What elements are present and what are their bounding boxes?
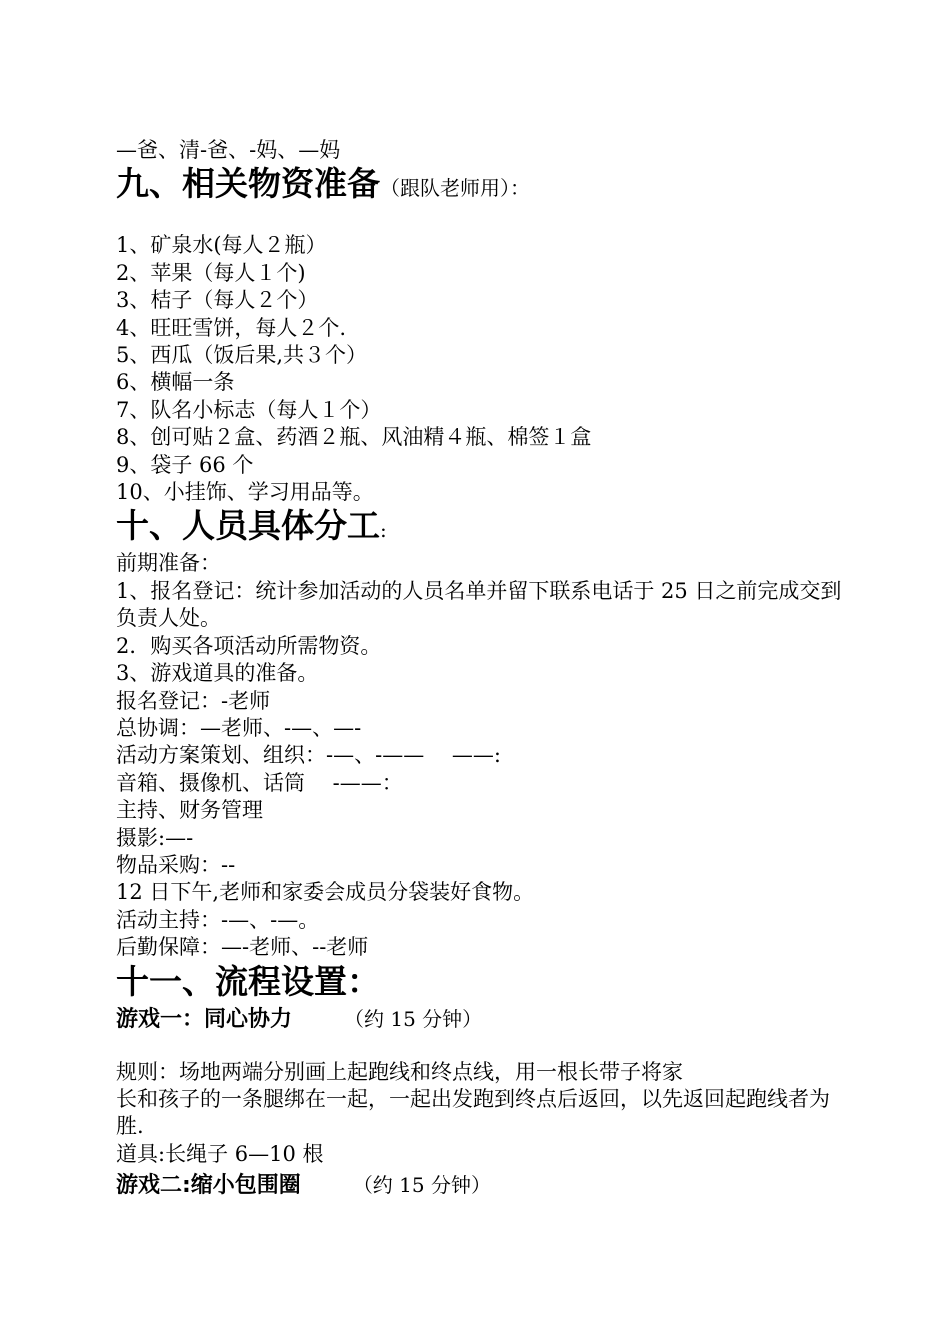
game-1-heading	[116, 1004, 846, 1035]
duty-line: 音箱、摄像机、话筒 -——：	[116, 770, 403, 795]
duty-line: 主持、财务管理	[116, 798, 263, 823]
supply-item: 2、苹果（每人１个)	[116, 260, 306, 285]
supply-item: 6、横幅一条	[116, 370, 235, 395]
section-9-title: 九、相关物资准备	[116, 164, 380, 204]
game-1-rule-paragraph: 长和孩子的一条腿绑在一起，一起出发跑到终点后返回，以先返回起跑线者为胜.	[116, 1086, 830, 1139]
spacer	[116, 1035, 846, 1059]
duties-list	[116, 633, 846, 962]
supply-item: 4、旺旺雪饼，每人２个.	[116, 315, 347, 340]
spacer	[116, 208, 846, 232]
supply-item: 8、创可贴２盒、药酒２瓶、风油精４瓶、棉签１盒	[116, 425, 592, 450]
supply-item: 10、小挂饰、学习用品等。	[116, 480, 374, 505]
supply-item: 1、矿泉水(每人２瓶）	[116, 233, 327, 258]
parents-line: —爸、清-爸、-妈、—妈	[116, 138, 341, 162]
registration-paragraph: 1、报名登记：统计参加活动的人员名单并留下联系电话于 25 日之前完成交到负责人处。	[116, 578, 842, 631]
duty-line: 总协调：—老师、-—、—-	[116, 715, 362, 740]
game-1-props: 道具:长绳子 6—10 根	[116, 1141, 324, 1166]
prep-label: 前期准备：	[116, 551, 221, 576]
duty-line: 活动主持：-—、-—。	[116, 907, 320, 932]
section-9-heading	[116, 164, 846, 208]
supply-item: 7、队名小标志（每人１个）	[116, 397, 382, 422]
duty-line: 后勤保障：—-老师、--老师	[116, 935, 369, 960]
duty-line: 12 日下午,老师和家委会成员分袋装好食物。	[116, 880, 535, 905]
duty-line: 3、游戏道具的准备。	[116, 661, 319, 686]
duty-line: 摄影:—-	[116, 825, 194, 850]
game-2-duration: （约 15 分钟）	[352, 1173, 491, 1198]
game-1-rule-line: 规则：场地两端分别画上起跑线和终点线，用一根长带子将家	[116, 1059, 683, 1084]
document-content	[116, 137, 846, 1201]
supply-item: 3、桔子（每人２个）	[116, 288, 319, 313]
duty-line: 活动方案策划、组织：-—、-—— ——:	[116, 743, 501, 768]
supply-item: 5、西瓜（饭后果,共３个）	[116, 343, 368, 368]
duty-line: 物品采购：--	[116, 852, 236, 877]
game-2-title: 游戏二:缩小包围圈	[116, 1173, 301, 1199]
duty-line: 2．购买各项活动所需物资。	[116, 633, 382, 658]
section-10-title: 十、人员具体分工	[116, 506, 380, 546]
game-1-duration: （约 15 分钟）	[344, 1006, 483, 1031]
supplies-list	[116, 232, 846, 506]
section-11-heading: 十一、流程设置：	[116, 961, 380, 1001]
section-10-colon: :	[380, 518, 387, 543]
supply-item: 9、袋子 66 个	[116, 452, 254, 477]
section-9-note: （跟队老师用）：	[380, 176, 530, 201]
game-2-heading	[116, 1170, 846, 1201]
section-10-heading	[116, 506, 846, 550]
game-1-title: 游戏一：同心协力	[116, 1006, 293, 1032]
duty-line: 报名登记：-老师	[116, 688, 271, 713]
